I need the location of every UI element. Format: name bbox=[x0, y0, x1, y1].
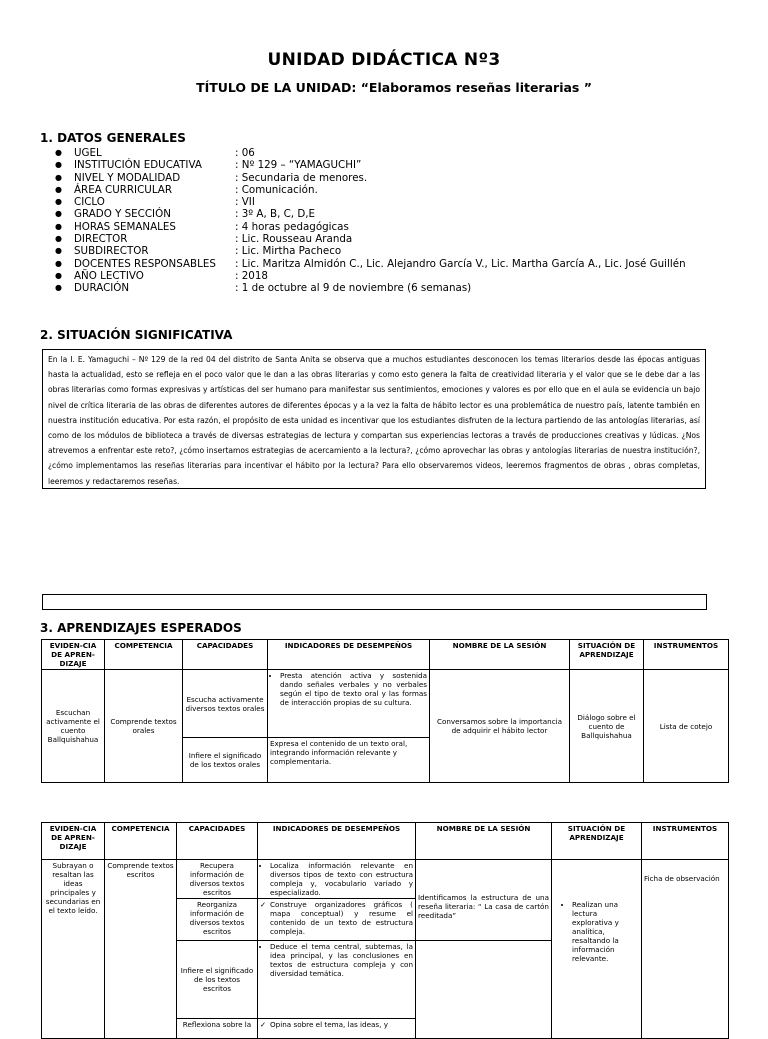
section-heading-general-data: 1. DATOS GENERALES bbox=[40, 131, 186, 145]
header-capacities: CAPACIDADES bbox=[177, 823, 258, 860]
indicator-cell: • Localiza información relevante en diversos tipos de texto con estructura compleja y, vocabulario variado y especializado. bbox=[258, 860, 416, 899]
competence-cell: Comprende textos orales bbox=[105, 670, 183, 783]
header-evidence: EVIDEN-CIA DE APREN-DIZAJE bbox=[42, 640, 105, 670]
list-item: ● UGEL : 06 bbox=[55, 147, 255, 159]
session-cell: Conversamos sobre la importancia de adquirir el hábito lector bbox=[430, 670, 570, 783]
bullet-icon: ● bbox=[55, 209, 62, 219]
list-item: ● DURACIÓN : 1 de octubre al 9 de noviembre (6 semanas) bbox=[55, 282, 472, 295]
empty-text-box bbox=[42, 594, 707, 610]
list-item: ● SUBDIRECTOR : Lic. Mirtha Pacheco bbox=[55, 245, 342, 258]
header-learning-situation: SITUACIÓN DE APRENDIZAJE bbox=[552, 823, 642, 860]
situation-cell: Diálogo sobre el cuento de Ballquishahua bbox=[570, 670, 644, 783]
header-capacities: CAPACIDADES bbox=[183, 640, 268, 670]
instrument-cell: Ficha de observación bbox=[642, 860, 729, 1039]
header-competence: COMPETENCIA bbox=[105, 823, 177, 860]
header-indicators: INDICADORES DE DESEMPEÑOS bbox=[258, 823, 416, 860]
list-item: ● INSTITUCIÓN EDUCATIVA : Nº 129 – “YAMAGUCHI” bbox=[55, 159, 362, 172]
learning-table-2 bbox=[41, 822, 729, 1039]
bullet-icon: ● bbox=[55, 148, 62, 157]
header-evidence: EVIDEN-CIA DE APREN-DIZAJE bbox=[42, 823, 105, 860]
header-competence: COMPETENCIA bbox=[105, 640, 183, 670]
session-cell: Identificamos la estructura de una reseña literaria: “ La casa de cartón reeditada” bbox=[416, 860, 552, 941]
bullet-icon: ● bbox=[55, 283, 62, 293]
general-data-list bbox=[55, 147, 755, 295]
indicator-cell: • Deduce el tema central, subtemas, la idea principal, y las conclusiones en textos de estructura compleja y con diversidad temática. bbox=[258, 941, 416, 1019]
bullet-icon: ● bbox=[55, 160, 62, 170]
indicator-cell: Expresa el contenido de un texto oral, integrando información relevante y complementaria. bbox=[268, 738, 430, 783]
list-item: ● CICLO : VII bbox=[55, 196, 255, 209]
list-item: ● HORAS SEMANALES : 4 horas pedagógicas bbox=[55, 220, 349, 233]
list-item: ● NIVEL Y MODALIDAD : Secundaria de menores. bbox=[55, 171, 368, 184]
unit-title: TÍTULO DE LA UNIDAD: “Elaboramos reseñas literarias ” bbox=[196, 80, 592, 95]
section-heading-situation: 2. SITUACIÓN SIGNIFICATIVA bbox=[40, 328, 233, 342]
header-indicators: INDICADORES DE DESEMPEÑOS bbox=[268, 640, 430, 670]
bullet-icon: ● bbox=[55, 270, 62, 280]
list-item: ● DIRECTOR : Lic. Rousseau Aranda bbox=[55, 233, 353, 246]
header-instruments: INSTRUMENTOS bbox=[644, 640, 729, 670]
section-heading-expected-learning: 3. APRENDIZAJES ESPERADOS bbox=[40, 621, 242, 635]
bullet-icon: ● bbox=[55, 184, 62, 194]
indicator-cell: ✓ Opina sobre el tema, las ideas, y bbox=[258, 1019, 416, 1039]
indicator-cell: ✓ Construye organizadores gráficos ( mapa conceptual) y resume el contenido de un texto de estructura compleja. bbox=[258, 899, 416, 941]
capacity-cell: Reflexiona sobre la bbox=[177, 1019, 258, 1039]
learning-table-1 bbox=[41, 639, 729, 783]
evidence-cell: Escuchan activamente el cuento Ballquishahua bbox=[42, 670, 105, 783]
header-instruments: INSTRUMENTOS bbox=[642, 823, 729, 860]
capacity-cell: Infiere el significado de los textos escritos bbox=[177, 941, 258, 1019]
bullet-icon: ● bbox=[55, 197, 62, 207]
header-learning-situation: SITUACIÓN DE APRENDIZAJE bbox=[570, 640, 644, 670]
bullet-icon: ● bbox=[55, 246, 62, 256]
list-item: ● DOCENTES RESPONSABLES : Lic. Maritza Almidón C., Lic. Alejandro García V., Lic. Martha García A., Lic. José Guillén bbox=[55, 257, 686, 270]
list-item: ● GRADO Y SECCIÓN : 3º A, B, C, D,E bbox=[55, 208, 316, 221]
bullet-icon: ● bbox=[55, 258, 62, 268]
capacity-cell: Recupera información de diversos textos escritos bbox=[177, 860, 258, 899]
page-title: UNIDAD DIDÁCTICA Nº3 bbox=[267, 50, 501, 70]
situation-text-box: En la I. E. Yamaguchi – Nº 129 de la red 04 del distrito de Santa Anita se observa que a muchos estudiantes desconocen los temas literarios desde las épocas antiguas hasta la actualidad, esto se refleja en el poco valor que le dan a las obras literarias y como esto genera la falta de creatividad literaria y el valor que se le debe dar a las obras literarias como formas expresivas y artísticas del ser humano para manifestar sus sentimientos, emociones y valores es por ello que en el aula se evidencia un bajo nivel de crítica literaria de las obras de diferentes autores de diferentes épocas y a la vez la falta de hábito lector es una problemática de nuestro país, latente también en nuestra institución educativa. Por esta razón, el propósito de esta unidad es incentivar que los estudiantes disfruten de la lectura partiendo de las antologías literarias, así como de los módulos de biblioteca a través de diversas estrategias de lectura y compartan sus experiencias lectoras a través de producciones creativas y lúdicas. ¿Nos atrevemos a enfrentar este reto?, ¿cómo insertamos estrategias de acercamiento a la lectura?, ¿cómo aprovechar las obras y antologías literarias de nuestra institución?, ¿cómo implementamos las reseñas literarias para incentivar el hábito por la lectura? Para ello observaremos videos, leeremos fragmentos de obras , obras completas, leeremos y redactaremos reseñas. bbox=[42, 349, 706, 489]
list-item: ● AÑO LECTIVO : 2018 bbox=[55, 269, 268, 282]
capacity-cell: Escucha activamente diversos textos orales bbox=[183, 670, 268, 738]
capacity-cell: Infiere el significado de los textos orales bbox=[183, 738, 268, 783]
competence-cell: Comprende textos escritos bbox=[105, 860, 177, 1039]
situation-cell: • Realizan una lectura explorativa y analítica, resaltando la información relevante. bbox=[552, 860, 642, 1039]
header-session-name: NOMBRE DE LA SESIÓN bbox=[430, 640, 570, 670]
list-item: ● ÁREA CURRICULAR : Comunicación. bbox=[55, 183, 318, 196]
bullet-icon: ● bbox=[55, 172, 62, 182]
evidence-cell: Subrayan o resaltan las ideas principales y secundarias en el texto leído. bbox=[42, 860, 105, 1039]
bullet-icon: ● bbox=[55, 234, 62, 244]
instrument-cell: Lista de cotejo bbox=[644, 670, 729, 783]
header-session-name: NOMBRE DE LA SESIÓN bbox=[416, 823, 552, 860]
indicator-cell: • Presta atención activa y sostenida dando señales verbales y no verbales según el tipo de texto oral y las formas de interacción propias de su cultura. bbox=[268, 670, 430, 738]
capacity-cell: Reorganiza información de diversos textos escritos bbox=[177, 899, 258, 941]
bullet-icon: ● bbox=[55, 221, 62, 231]
